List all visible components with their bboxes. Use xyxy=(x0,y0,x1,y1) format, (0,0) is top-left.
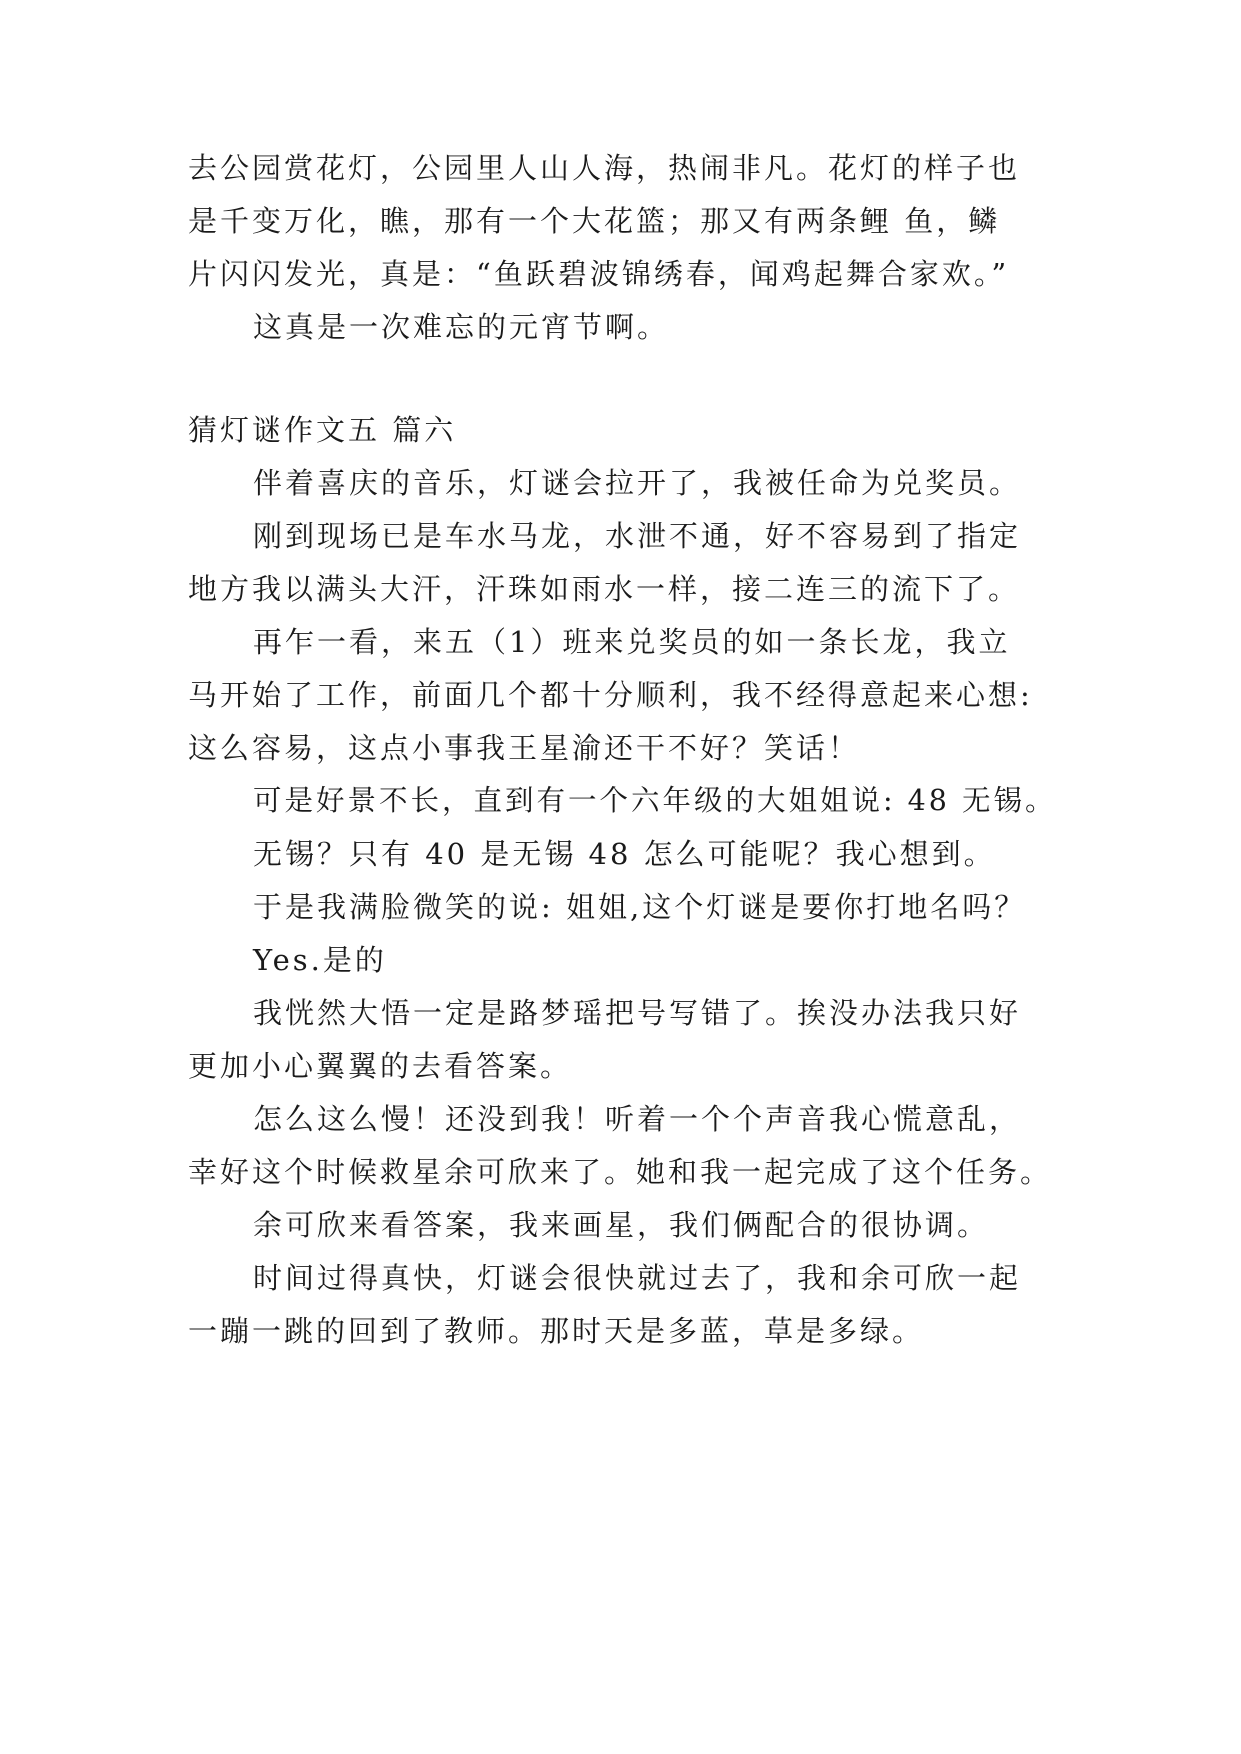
text-line: 幸好这个时候救星余可欣来了。她和我一起完成了这个任务。 xyxy=(188,1155,1053,1189)
text-line: 怎么这么慢！还没到我！听着一个个声音我心慌意乱， xyxy=(253,1102,1022,1136)
text-line: 更加小心翼翼的去看答案。 xyxy=(188,1049,573,1083)
text-line: 可是好景不长，直到有一个六年级的大姐姐说: 48 无锡。 xyxy=(253,784,1057,817)
text-line: 这真是一次难忘的元宵节啊。 xyxy=(253,310,670,344)
text-line: 时间过得真快，灯谜会很快就过去了，我和余可欣一起 xyxy=(253,1261,1022,1295)
section-heading: 猜灯谜作文五 篇六 xyxy=(188,413,457,447)
text-line: 去公园赏花灯，公园里人山人海，热闹非凡。花灯的样子也 xyxy=(188,151,1021,185)
text-line: 马开始了工作，前面几个都十分顺利，我不经得意起来心想: xyxy=(188,678,1033,712)
text-line: 再乍一看，来五（1）班来兑奖员的如一条长龙，我立 xyxy=(253,625,1011,659)
text-line: 地方我以满头大汗，汗珠如雨水一样，接二连三的流下了。 xyxy=(188,572,1021,606)
text-line: 刚到现场已是车水马龙，水泄不通，好不容易到了指定 xyxy=(253,519,1022,553)
text-line: 是千变万化，瞧，那有一个大花篮；那又有两条鲤 鱼，鳞 xyxy=(188,204,1001,238)
text-line: 一蹦一跳的回到了教师。那时天是多蓝，草是多绿。 xyxy=(188,1314,925,1348)
text-line: 片闪闪发光，真是：“鱼跃碧波锦绣春，闻鸡起舞合家欢。” xyxy=(188,257,1010,291)
text-line: 于是我满脸微笑的说: 姐姐,这个灯谜是要你打地名吗？ xyxy=(253,890,1027,924)
text-line: 这么容易，这点小事我王星渝还干不好？笑话！ xyxy=(188,731,861,765)
text-line: Yes.是的 xyxy=(253,943,387,977)
text-line: 无锡？只有 40 是无锡 48 怎么可能呢？我心想到。 xyxy=(253,837,996,871)
text-line: 余可欣来看答案，我来画星，我们俩配合的很协调。 xyxy=(253,1208,990,1242)
text-line: 伴着喜庆的音乐，灯谜会拉开了，我被任命为兑奖员。 xyxy=(253,466,1022,500)
text-line: 我恍然大悟一定是路梦瑶把号写错了。挨没办法我只好 xyxy=(253,996,1022,1030)
